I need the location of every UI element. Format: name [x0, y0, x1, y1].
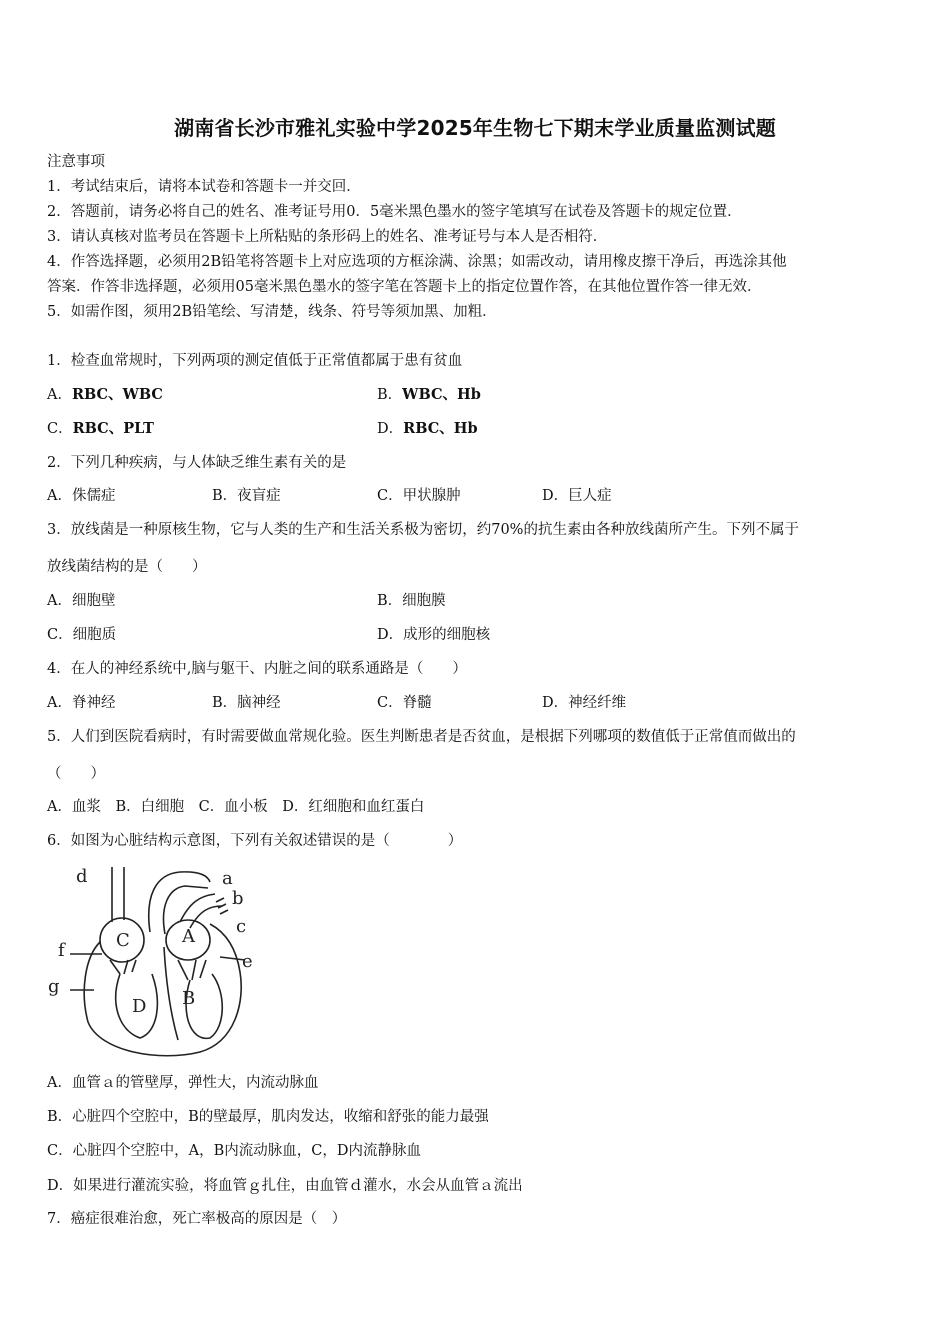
q2-option-d: D．巨人症	[542, 488, 612, 504]
label-A: A	[182, 926, 195, 947]
heart-diagram	[40, 862, 260, 1062]
q2-option-a: A．侏儒症	[47, 488, 116, 504]
q3-option-c: C．细胞质	[47, 627, 117, 643]
q4-option-a: A．脊神经	[47, 695, 116, 711]
q6-option-c: C．心脏四个空腔中，A，B内流动脉血，C，D内流静脉血	[47, 1143, 421, 1159]
q1-option-b: B．WBC、Hb	[377, 386, 481, 403]
heart-structure-figure	[40, 862, 260, 1062]
q2-option-b: B．夜盲症	[212, 488, 281, 504]
notice-item: 3．请认真核对监考员在答题卡上所粘贴的条形码上的姓名、准考证号与本人是否相符．	[47, 229, 608, 245]
question-2-stem: 2．下列几种疾病，与人体缺乏维生素有关的是	[47, 455, 347, 471]
question-3-stem: 3．放线菌是一种原核生物，它与人类的生产和生活关系极为密切，约70%的抗生素由各种放线菌所产生。下列不属于	[47, 522, 799, 538]
question-6-stem: 6．如图为心脏结构示意图，下列有关叙述错误的是（ ）	[47, 833, 463, 849]
q5-options: A．血浆 B．白细胞 C．血小板 D．红细胞和血红蛋白	[47, 799, 425, 815]
label-d: d	[76, 866, 88, 887]
question-1-stem: 1．检查血常规时，下列两项的测定值低于正常值都属于患有贫血	[47, 353, 463, 369]
label-f: f	[58, 940, 65, 961]
q3-option-b: B．细胞膜	[377, 593, 446, 609]
question-4-stem: 4．在人的神经系统中,脑与躯干、内脏之间的联系通路是（ ）	[47, 661, 467, 677]
question-5-stem-cont: （ ）	[47, 766, 105, 782]
question-7-stem: 7．癌症很难治愈，死亡率极高的原因是（ ）	[47, 1211, 347, 1227]
page-title: 湖南省长沙市雅礼实验中学2025年生物七下期末学业质量监测试题	[174, 116, 776, 140]
label-a: a	[222, 868, 233, 889]
label-B: B	[182, 988, 196, 1009]
q1-option-c: C．RBC、PLT	[47, 420, 154, 437]
q3-option-d: D．成形的细胞核	[377, 627, 491, 643]
question-3-stem-cont: 放线菌结构的是（ ）	[47, 559, 207, 575]
label-b: b	[232, 888, 244, 909]
question-5-stem: 5．人们到医院看病时，有时需要做血常规化验。医生判断患者是否贫血，是根据下列哪项的数值低于正常值而做出的	[47, 729, 796, 745]
label-C: C	[116, 930, 130, 951]
label-D: D	[132, 996, 147, 1017]
q6-option-b: B．心脏四个空腔中，B的壁最厚，肌肉发达，收缩和舒张的能力最强	[47, 1109, 489, 1125]
q3-option-a: A．细胞壁	[47, 593, 116, 609]
label-g: g	[48, 976, 60, 997]
notice-item: 5．如需作图，须用2B铅笔绘、写清楚，线条、符号等须加黑、加粗．	[47, 304, 497, 320]
notice-item: 答案．作答非选择题，必须用05毫米黑色墨水的签字笔在答题卡上的指定位置作答，在其他位置作答一律无效．	[47, 279, 762, 295]
q1-option-d: D．RBC、Hb	[377, 420, 478, 437]
q4-option-b: B．脑神经	[212, 695, 281, 711]
q6-option-d: D．如果进行灌流实验，将血管ｇ扎住，由血管ｄ灌水，水会从血管ａ流出	[47, 1178, 523, 1194]
label-c: c	[236, 916, 247, 937]
label-e: e	[242, 951, 253, 972]
notice-item: 1．考试结束后，请将本试卷和答题卡一并交回．	[47, 179, 361, 195]
q6-option-a: A．血管ａ的管壁厚，弹性大，内流动脉血	[47, 1075, 319, 1091]
notice-item: 2．答题前，请务必将自己的姓名、准考证号用0．5毫米黑色墨水的签字笔填写在试卷及答题卡的规定位置．	[47, 204, 742, 220]
q2-option-c: C．甲状腺肿	[377, 488, 461, 504]
notice-heading: 注意事项	[47, 154, 105, 170]
q4-option-c: C．脊髓	[377, 695, 432, 711]
notice-item: 4．作答选择题，必须用2B铅笔将答题卡上对应选项的方框涂满、涂黑；如需改动，请用橡皮擦干净后，再选涂其他	[47, 254, 787, 270]
q1-option-a: A．RBC、WBC	[47, 386, 163, 403]
q4-option-d: D．神经纤维	[542, 695, 627, 711]
